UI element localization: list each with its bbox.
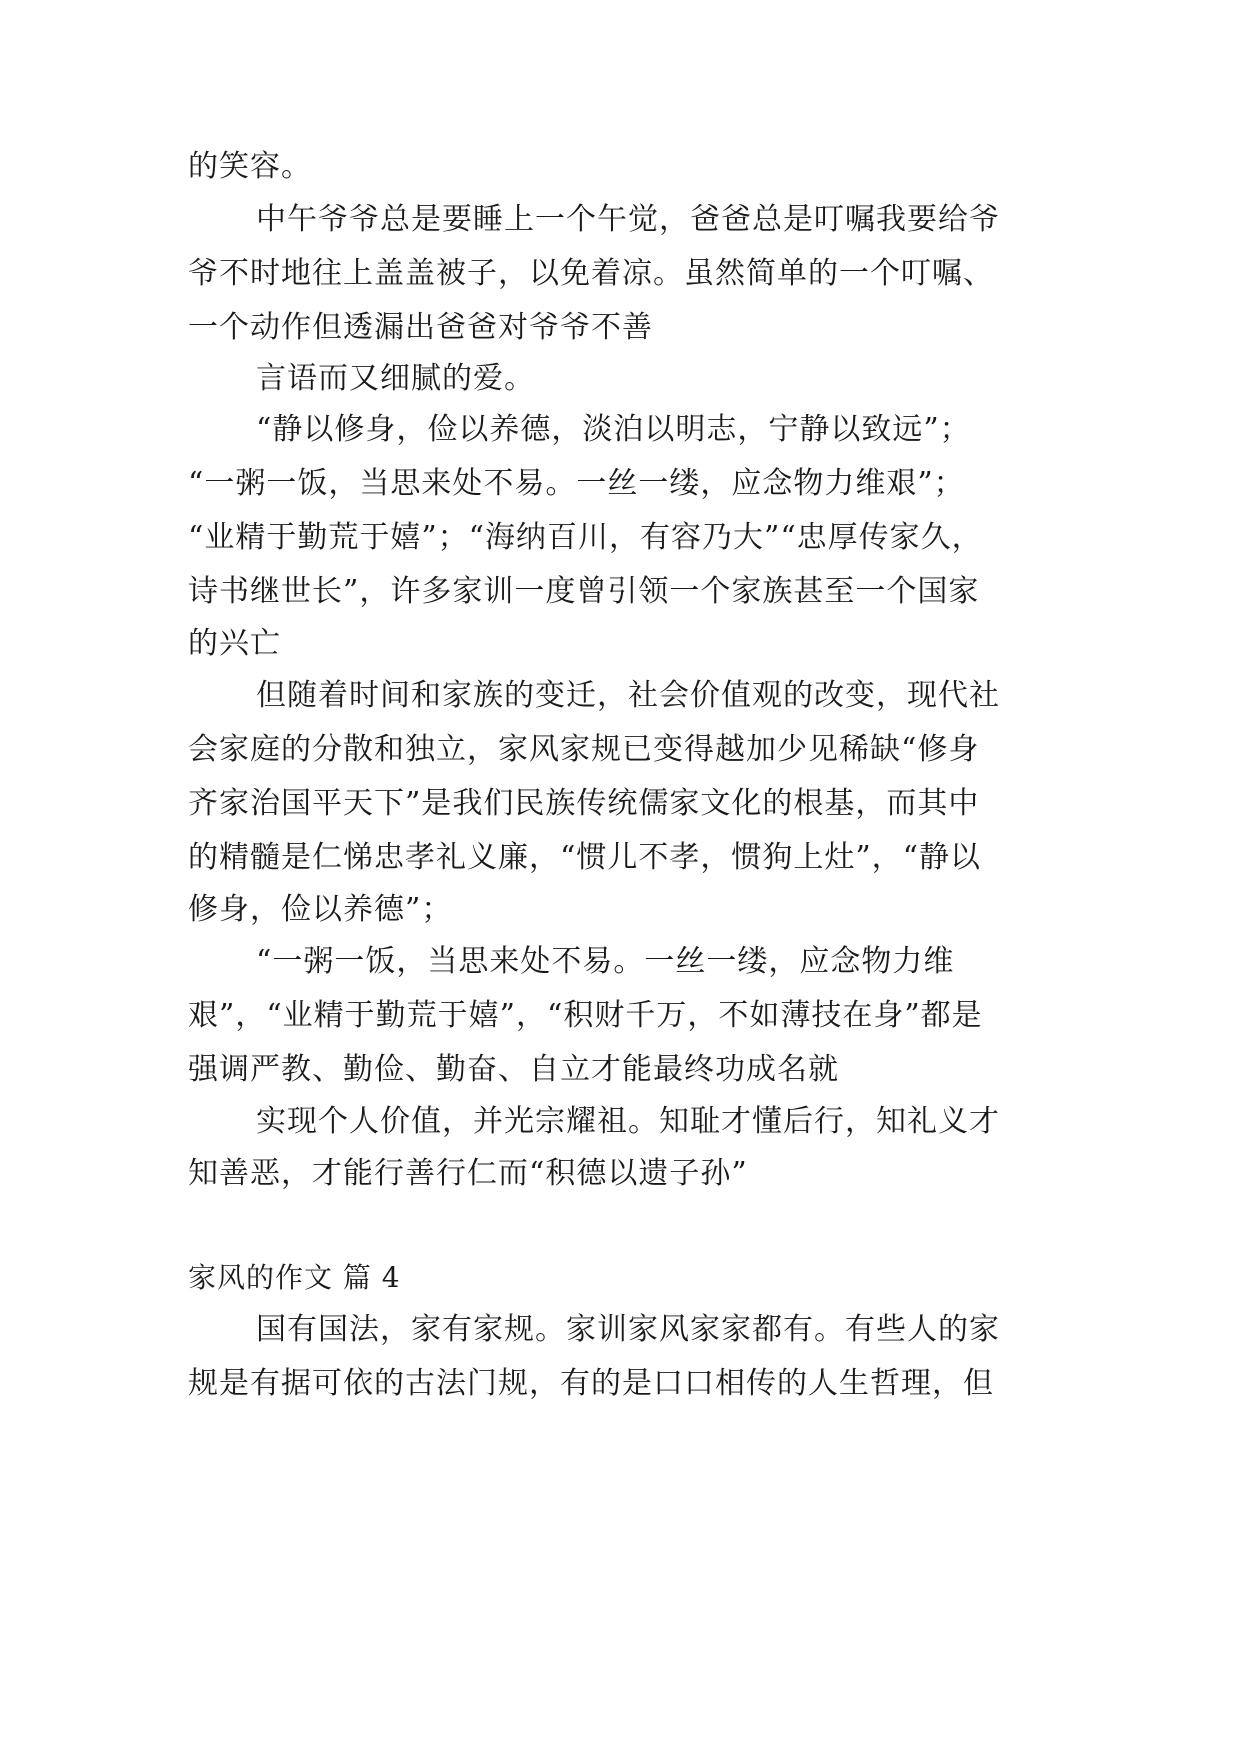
paragraph-line: 言语而又细腻的爱。 (256, 361, 535, 396)
paragraph-line: 中午爷爷总是要睡上一个午觉，爸爸总是叮嘱我要给爷 (256, 202, 1000, 237)
paragraph-line: “业精于勤荒于嬉”；“海纳百川，有容乃大”“忠厚传家久， (188, 520, 983, 555)
section-heading: 家风的作文 篇 4 (188, 1261, 401, 1294)
paragraph-line: 会家庭的分散和独立，家风家规已变得越加少见稀缺“修身 (188, 732, 980, 767)
paragraph-line: “一粥一饭，当思来处不易。一丝一缕，应念物力维艰”； (188, 466, 965, 501)
paragraph-line: 实现个人价值，并光宗耀祖。知耻才懂后行，知礼义才 (256, 1104, 1000, 1139)
paragraph-line: 爷不时地往上盖盖被子，以免着凉。虽然简单的一个叮嘱、 (188, 256, 994, 291)
paragraph-line: “一粥一饭，当思来处不易。一丝一缕，应念物力维 (256, 944, 955, 979)
paragraph-line: 艰”，“业精于勤荒于嬉”，“积财千万，不如薄技在身”都是 (188, 998, 983, 1033)
paragraph-line: 的笑容。 (188, 149, 312, 184)
paragraph-line: 强调严教、勤俭、勤奋、自立才能最终功成名就 (188, 1052, 839, 1087)
paragraph-line: 诗书继世长”，许多家训一度曾引领一个家族甚至一个国家 (188, 574, 980, 609)
paragraph-line: 修身，俭以养德”； (188, 892, 453, 927)
paragraph-line: 规是有据可依的古法门规，有的是口口相传的人生哲理，但 (188, 1366, 994, 1401)
paragraph-line: “静以修身，俭以养德，淡泊以明志，宁静以致远”； (256, 412, 971, 447)
paragraph-line: 一个动作但透漏出爸爸对爷爷不善 (188, 310, 653, 345)
paragraph-line: 的精髓是仁悌忠孝礼义廉，“惯儿不孝，惯狗上灶”，“静以 (188, 840, 982, 875)
paragraph-line: 齐家治国平天下”是我们民族传统儒家文化的根基，而其中 (188, 786, 980, 821)
paragraph-line: 但随着时间和家族的变迁，社会价值观的改变，现代社 (256, 678, 1000, 713)
paragraph-line: 的兴亡 (188, 626, 281, 661)
paragraph-line: 国有国法，家有家规。家训家风家家都有。有些人的家 (256, 1312, 1000, 1347)
paragraph-line: 知善恶，才能行善行仁而“积德以遗子孙” (188, 1156, 748, 1191)
